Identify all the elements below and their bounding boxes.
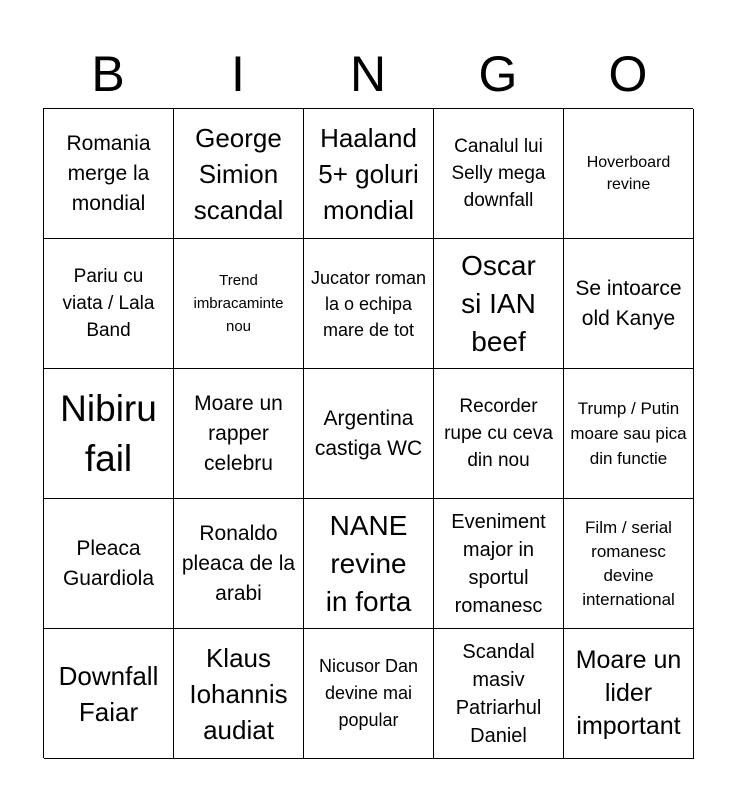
- cell-text: Film / serial romanesc devine international: [582, 517, 675, 609]
- bingo-cell[interactable]: [174, 499, 304, 629]
- cell-text: Canalul lui Selly mega downfall: [451, 136, 546, 211]
- cell-text: Klaus Iohannis audiat: [189, 642, 288, 745]
- bingo-cell[interactable]: [304, 369, 434, 499]
- header-letter-b: B: [91, 46, 125, 102]
- cell-text: Argentina castiga WC: [314, 406, 423, 460]
- header-letter-n: N: [349, 46, 387, 102]
- cell-text: Romania merge la mondial: [66, 131, 151, 215]
- bingo-cell[interactable]: [44, 239, 174, 369]
- cell-text: Downfall Faiar: [58, 660, 159, 727]
- cell-text: Nicusor Dan devine mai popular: [318, 656, 419, 730]
- bingo-cell[interactable]: [174, 629, 304, 759]
- cell-text: Moare un rapper celebru: [194, 391, 283, 475]
- cell-text: Pleaca Guardiola: [62, 536, 155, 590]
- cell-text: Oscar si IAN beef: [461, 249, 536, 357]
- header-letter-o: O: [608, 46, 648, 102]
- bingo-cell[interactable]: [304, 499, 434, 629]
- cell-text: Moare un lider important: [575, 646, 682, 740]
- cell-text: Recorder rupe cu ceva din nou: [444, 396, 553, 471]
- cell-text: George Simion scandal: [193, 122, 284, 225]
- bingo-cell[interactable]: [434, 239, 564, 369]
- cell-text: Jucator roman la o echipa mare de tot: [310, 267, 427, 340]
- cell-text: Hoverboard revine: [586, 153, 671, 193]
- bingo-cell[interactable]: [44, 109, 174, 239]
- bingo-cell[interactable]: [304, 239, 434, 369]
- cell-text: Ronaldo pleaca de la arabi: [181, 521, 296, 605]
- bingo-cell[interactable]: [564, 369, 694, 499]
- bingo-cell[interactable]: [44, 499, 174, 629]
- bingo-cell[interactable]: [174, 369, 304, 499]
- bingo-cell[interactable]: [564, 629, 694, 759]
- bingo-cell[interactable]: [564, 499, 694, 629]
- bingo-cell[interactable]: [174, 109, 304, 239]
- header-letter-g: G: [478, 46, 518, 102]
- cell-text: Trump / Putin moare sau pica din functie: [570, 399, 687, 468]
- bingo-cell[interactable]: [304, 109, 434, 239]
- cell-text: Haaland 5+ goluri mondial: [318, 122, 419, 225]
- bingo-cell[interactable]: [434, 499, 564, 629]
- bingo-cell[interactable]: [304, 629, 434, 759]
- bingo-cell[interactable]: [44, 629, 174, 759]
- bingo-cell[interactable]: [564, 109, 694, 239]
- bingo-cell[interactable]: [564, 239, 694, 369]
- cell-text: Se intoarce old Kanye: [575, 276, 682, 330]
- bingo-cell[interactable]: [174, 239, 304, 369]
- cell-text: NANE revine in forta: [325, 509, 412, 617]
- cell-text: Scandal masiv Patriarhul Daniel: [455, 640, 542, 747]
- bingo-cell[interactable]: [434, 369, 564, 499]
- cell-text: Eveniment major in sportul romanesc: [451, 510, 546, 617]
- cell-text: Trend imbracaminte nou: [193, 272, 284, 335]
- bingo-header: [43, 40, 693, 108]
- header-letter-i: I: [231, 46, 245, 102]
- bingo-cell[interactable]: [44, 369, 174, 499]
- bingo-cell[interactable]: [434, 109, 564, 239]
- bingo-grid: [43, 108, 693, 758]
- cell-text: Nibiru fail: [60, 387, 157, 479]
- bingo-cell[interactable]: [434, 629, 564, 759]
- cell-text: Pariu cu viata / Lala Band: [62, 266, 155, 341]
